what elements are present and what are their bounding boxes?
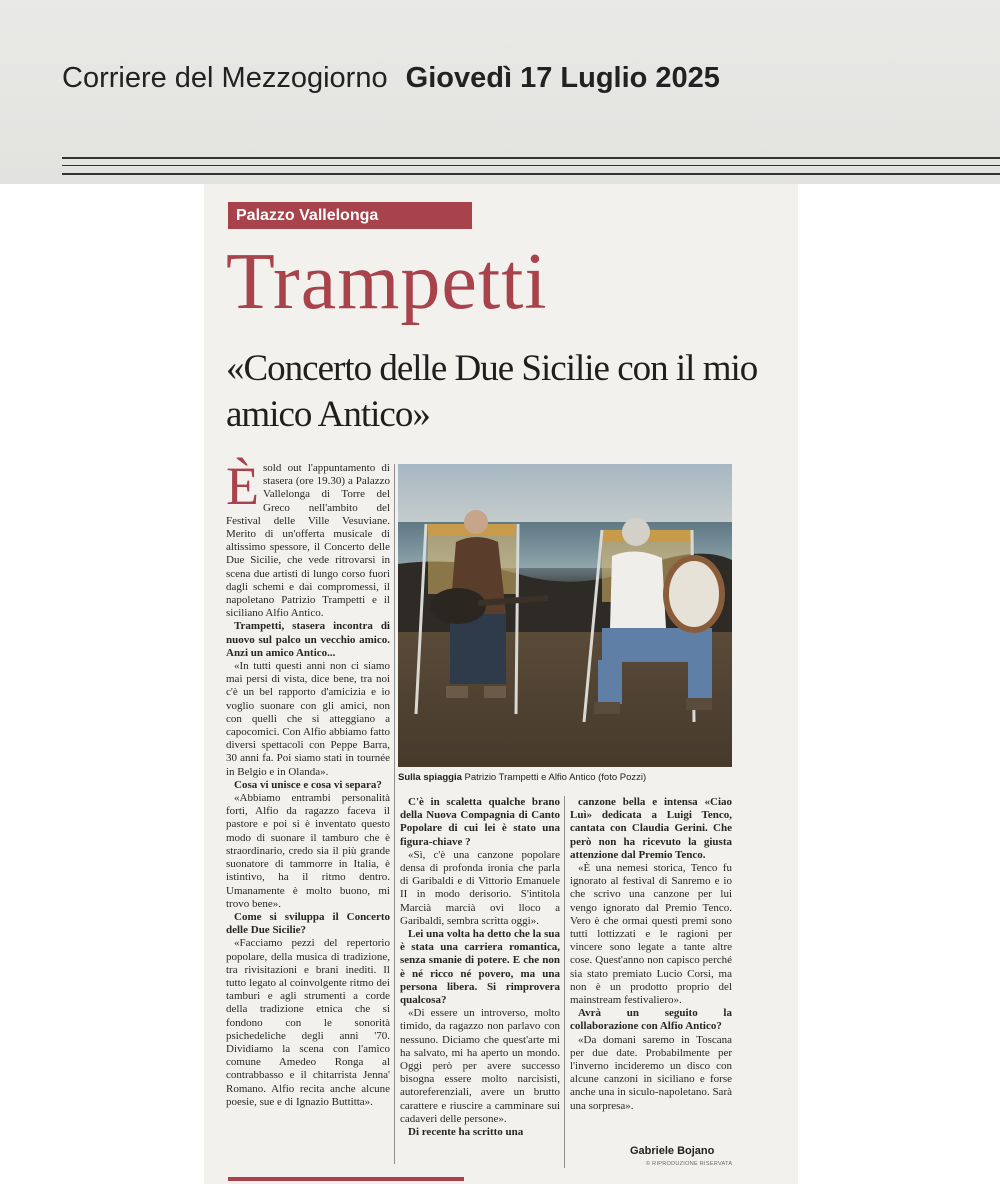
column-divider [564,796,565,1168]
masthead [0,0,1000,184]
article-paragraph: Èsold out l'appuntamento di stasera (ore 19.30) a Palazzo Vallelonga di Torre del Greco nell'ambito del Festival delle Ville Vesuviane. Merito di un'offerta musicale di altissimo spessore, il Concerto delle Due Sicilie, che vede ritrovarsi in scena due artisti di lungo corso fuori dagli schemi e dai compromessi, il napoletano Patrizio Trampetti e il siciliano Alfio Antico. [226,456,390,620]
masthead-rule [62,157,1000,159]
article-column-2 [400,796,560,1174]
article-paragraph: «Da domani saremo in Toscana per due date. Probabilmente per l'inverno incideremo un disco con alcune canzoni in siciliano e forse anche una in siculo-napoletano. Sarà una sorpresa». [570,1033,732,1112]
bottom-accent-bar [228,1177,464,1181]
caption-lead: Sulla spiaggia [398,772,462,783]
interview-question: Cosa vi unisce e cosa vi separa? [234,778,382,791]
article-clipping [204,184,798,1184]
subheadline: «Concerto delle Due Sicilie con il mio amico Antico» [226,348,758,435]
article-paragraph: «È una nemesi storica, Tenco fu ignorato al festival di Sanremo e io che scrivo una canzone per lui vengo ignorato dal Premio Tenco. Vero è che ormai questi premi sono tutti lottizzati e le ragioni per vincere sono legate a tante altre cose. Quest'anno non capisco perché sia stato premiato Lucio Corsi, ma non è un prodotto proprio del mainstream festivaliero». [570,862,732,1007]
article-paragraph: «Di essere un introverso, molto timido, da ragazzo non parlavo con nessuno. Diciamo che quest'arte mi ha salvato, mi ha aperto un mondo. Oggi però per avere successo bisogna essere molto narcisisti, autoreferenziali, avere un brutto carattere e riuscire a camminare sui cadaveri delle persone». [400,1007,560,1125]
headline: Trampetti [226,238,548,326]
beach-photo-illustration [398,464,732,767]
article-paragraph: «In tutti questi anni non ci siamo mai persi di vista, dice bene, tra noi c'è un bel rapporto d'amicizia e io voglio suonare con gli amici, non con quelli che si atteggiano a capocomici. Con Alfio abbiamo fatto diversi spettacoli con Peppe Barra, 30 anni fa. Poi siamo stati in tournée in Belgio e in Olanda». [226,660,390,778]
article-paragraph: «Facciamo pezzi del repertorio popolare, della musica di tradizione, tra rivisitazioni e brani inediti. Il tutto legato al coinvolgente ritmo dei tamburi e agli strumenti a corde della tradizione etnica che si fondono con le sonorità psichedeliche degli anni '70. Dividiamo la scena con l'amico comune Amedeo Ronga al contrabbasso e il chitarrista Jenna' Romano. Alfio recita anche alcune poesie, sue e di Ignazio Buttitta». [226,937,390,1108]
interview-question: canzone bella e intensa «Ciao Luì» dedicata a Luigi Tenco, cantata con Claudia Gerini. Che però non ha ricevuto la giusta attenzione dal Premio Tenco. [570,796,732,861]
article-paragraph: «Abbiamo entrambi personalità forti, Alfio da ragazzo faceva il pastore e poi si è inventato questo modo di suonare il tamburo che è straordinario, credo sia il più grande suonatore di tammorre in Italia, è istintivo, ha il ritmo dentro. Umanamente è molto buono, mi trovo bene». [226,792,390,910]
interview-question: Lei una volta ha detto che la sua è stata una carriera romantica, senza smanie di potere. E che non è né ricco né povero, ma una persona libera. Si rimprovera qualcosa? [400,928,560,1007]
masthead-line [62,62,720,95]
masthead-rule [62,173,1000,175]
photo-caption [398,772,646,783]
caption-text: Patrizio Trampetti e Alfio Antico (foto Pozzi) [464,772,647,783]
interview-question: Avrà un seguito la collaborazione con Alfio Antico? [570,1007,732,1033]
issue-date: Giovedì 17 Luglio 2025 [405,62,720,94]
interview-question: C'è in scaletta qualche brano della Nuova Compagnia di Canto Popolare di cui lei è stato una figura-chiave ? [400,796,560,848]
article-column-3 [570,796,732,1141]
article-paragraph: «Sì, c'è una canzone popolare densa di profonda ironia che parla di Garibaldi e di Vittorio Emanuele II in modo derisorio. S'intitola Marcià marcià ovì lloco a Garibaldi, sembra scritta oggi». [400,848,560,927]
article-photo [398,464,732,767]
copyright-notice: © RIPRODUZIONE RISERVATA [646,1161,733,1167]
masthead-rule [62,165,1000,166]
section-tag: Palazzo Vallelonga [228,202,472,229]
byline: Gabriele Bojano [630,1145,715,1157]
article-column-1 [226,456,390,1174]
paper-name: Corriere del Mezzogiorno [62,62,388,94]
column-divider [394,464,395,1164]
drop-cap: È [226,456,259,516]
interview-question: Di recente ha scritto una [408,1126,524,1139]
interview-question: Come si sviluppa il Concerto delle Due Sicilie? [226,910,390,937]
interview-question: Trampetti, stasera incontra di nuovo sul palco un vecchio amico. Anzi un amico Antico... [226,620,390,659]
